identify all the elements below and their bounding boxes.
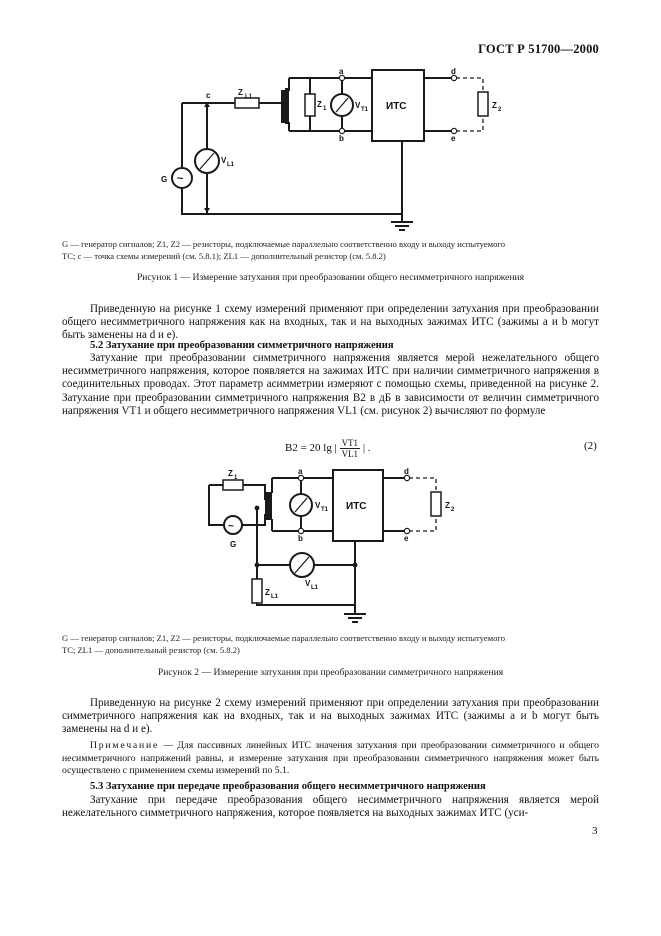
- svg-text:1: 1: [234, 475, 238, 481]
- svg-text:e: e: [404, 534, 409, 543]
- page-number: 3: [592, 825, 598, 837]
- svg-text:L1: L1: [227, 162, 235, 168]
- svg-text:2: 2: [451, 507, 455, 513]
- fig2-ground-symbol: [344, 605, 366, 622]
- svg-text:d: d: [404, 467, 409, 476]
- svg-text:b: b: [298, 534, 303, 543]
- fig2-its-label: ИТС: [346, 501, 367, 512]
- svg-text:T1: T1: [361, 107, 369, 113]
- svg-text:Z: Z: [317, 100, 322, 109]
- svg-text:b: b: [339, 134, 344, 143]
- svg-text:1: 1: [323, 106, 327, 112]
- fig1-ground-symbol: [391, 222, 413, 230]
- paragraph-4: Затухание при передаче преобразования общего несимметричного напряжения является мерой нежелательного симметричного напряжения, которое появляется на выходных зажимах ИТС (уси-: [62, 794, 599, 820]
- note: Примечание — Для пассивных линейных ИТС значения затухания при преобразовании симметричного и общего несимметричного напряжений равны, и измерение затухания при преобразовании симметричного напряжения может быть осуществлено с применением схемы измерений по 5.1.: [62, 740, 599, 777]
- svg-text:G: G: [230, 540, 237, 549]
- svg-text:L1: L1: [245, 94, 253, 100]
- svg-text:Z: Z: [492, 101, 497, 110]
- formula-number: (2): [584, 440, 597, 452]
- fig2-transformer: [265, 492, 272, 520]
- figure-2-legend: G — генератор сигналов; Z1, Z2 — резисторы, подключаемые параллельно соответственно входу и выходу испытуемого ТС; ZL1 — дополнительный резистор (см. 5.8.2): [62, 633, 506, 655]
- fig2-resistor-z1: [223, 480, 243, 490]
- svg-text:G: G: [161, 175, 168, 184]
- svg-text:c: c: [206, 91, 211, 100]
- fig2-resistor-zl1: [252, 579, 262, 603]
- svg-text:V: V: [355, 101, 361, 110]
- figure-1-legend: G — генератор сигналов; Z1, Z2 — резисторы, подключаемые параллельно соответственно входу и выходу испытуемого ТС; c — точка схемы измерений (см. 5.8.1); ZL1 — дополнительный резистор (см. 5.8.2): [62, 239, 506, 261]
- fig2-resistor-z2: [431, 492, 441, 516]
- fig1-resistor-z2: [478, 92, 488, 116]
- svg-text:V: V: [221, 156, 227, 165]
- svg-text:L1: L1: [311, 585, 319, 591]
- document-header: ГОСТ Р 51700—2000: [478, 42, 599, 56]
- fig1-transformer: [281, 90, 289, 123]
- svg-text:a: a: [298, 467, 303, 476]
- svg-text:V: V: [315, 501, 321, 510]
- svg-text:~: ~: [228, 521, 234, 532]
- svg-text:a: a: [339, 67, 344, 76]
- formula-b2: B2 = 20 lg | $\frac{VT1}{VL1}$ | .: [285, 438, 371, 459]
- svg-text:Z: Z: [228, 469, 233, 478]
- svg-text:d: d: [451, 67, 456, 76]
- svg-text:L1: L1: [271, 594, 279, 600]
- svg-text:e: e: [451, 134, 456, 143]
- figure-2-circuit: [195, 462, 455, 627]
- svg-text:V: V: [305, 579, 311, 588]
- svg-text:Z: Z: [238, 88, 243, 97]
- svg-text:Z: Z: [265, 588, 270, 597]
- paragraph-3: Приведенную на рисунке 2 схему измерений применяют при определении затухания при преобразовании симметричного напряжения как на входных, так и на выходных зажимах ИТС (зажимы a и b могут быть заменены на d и e).: [62, 697, 599, 736]
- fig1-resistor-z1: [305, 94, 315, 116]
- section-5-2-heading: 5.2 Затухание при преобразовании симметричного напряжения: [90, 340, 394, 351]
- svg-text:Z: Z: [445, 501, 450, 510]
- svg-text:T1: T1: [321, 507, 329, 513]
- figure-1-caption: Рисунок 1 — Измерение затухания при преобразовании общего несимметричного напряжения: [136, 272, 525, 283]
- paragraph-1: Приведенную на рисунке 1 схему измерений применяют при определении затухания при преобразовании общего несимметричного напряжения как на входных, так и на выходных зажимах ИТС (зажимы a и b могут быть заменены на d и e).: [62, 303, 599, 342]
- paragraph-2: Затухание при преобразовании симметричного напряжения является мерой нежелательного общего несимметричного напряжения, которое появляется на зажимах ИТС при наличии симметричного напряжения в соединительных проводах. Этот параметр асимметрии измеряют с помощью схемы, приведенной на рисунке 2. Затухание при преобразовании симметричного напряжения B2 в дБ в зависимости от величин симметричного напряжения VT1 и общего несимметричного напряжения VL1 (см. рисунок 2) вычисляют по формуле: [62, 352, 599, 417]
- figure-2-caption: Рисунок 2 — Измерение затухания при преобразовании симметричного напряжения: [157, 667, 504, 678]
- svg-text:2: 2: [498, 107, 502, 113]
- figure-1-circuit: [150, 62, 530, 237]
- fig1-its-label: ИТС: [386, 101, 407, 112]
- section-5-3-heading: 5.3 Затухание при передаче преобразования общего несимметричного напряжения: [90, 781, 486, 792]
- svg-text:~: ~: [177, 173, 184, 185]
